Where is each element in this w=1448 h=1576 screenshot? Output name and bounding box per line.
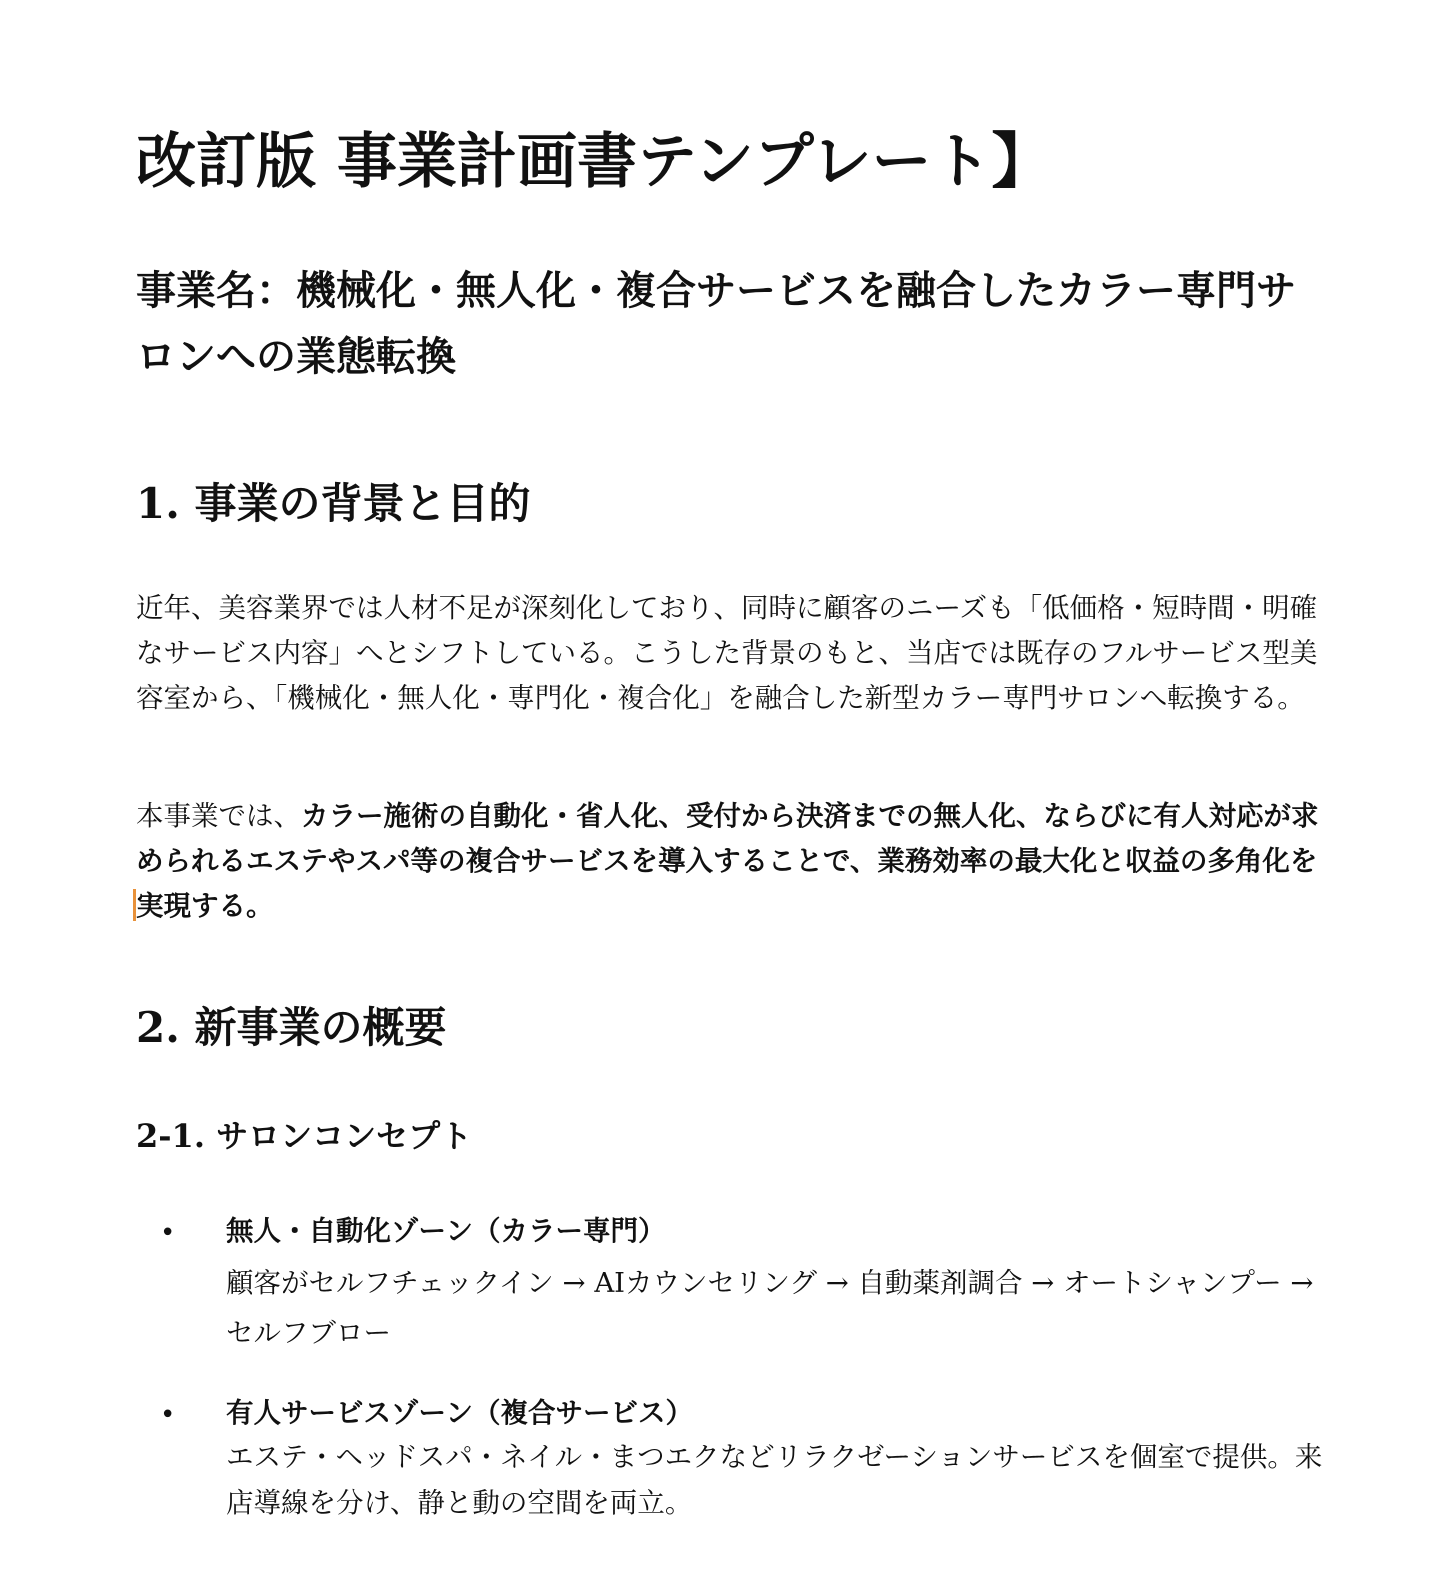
document-title: 改訂版 事業計画書テンプレート】 (136, 127, 1052, 197)
business-name-subtitle: 事業名：機械化・無人化・複合サービスを融合したカラー専門サロンへの業態転換 (136, 267, 1296, 380)
section-1-paragraph-2 (136, 794, 1332, 929)
list-item-body: エステ・ヘッドスパ・ネイル・まつエクなどリラクゼーションサービスを個室で提供。来店導線を分け、静と動の空間を両立。 (226, 1441, 1323, 1519)
paragraph-2-prefix: 本事業では、 (136, 800, 301, 832)
section-1-paragraph-1: 近年、美容業界では人材不足が深刻化しており、同時に顧客のニーズも「低価格・短時間・明確なサービス内容」へとシフトしている。こうした背景のもと、当店では既存のフルサービス型美容室から、「機械化・無人化・専門化・複合化」を融合した新型カラー専門サロンへ転換する。 (136, 592, 1318, 714)
bullet-icon: • (160, 1400, 176, 1430)
bullet-icon: • (160, 1218, 176, 1248)
list-item-title: 有人サービスゾーン（複合サービス） (226, 1397, 693, 1429)
list-item-body: 顧客がセルフチェックイン → AIカウンセリング → 自動薬剤調合 → オートシャンプー → セルフブロー (226, 1267, 1314, 1349)
section-1-heading: 1. 事業の背景と目的 (136, 479, 531, 528)
section-2-1-heading: 2-1. サロンコンセプト (136, 1117, 473, 1155)
paragraph-2-bold-text: カラー施術の自動化・省人化、受付から決済までの無人化、ならびに有人対応が求められるエステやスパ等の複合サービスを導入することで、業務効率の最大化と収益の多角化を実現する。 (136, 800, 1319, 922)
text-cursor (133, 889, 136, 921)
section-2-heading: 2. 新事業の概要 (136, 1003, 447, 1052)
list-item-title: 無人・自動化ゾーン（カラー専門） (226, 1215, 666, 1247)
